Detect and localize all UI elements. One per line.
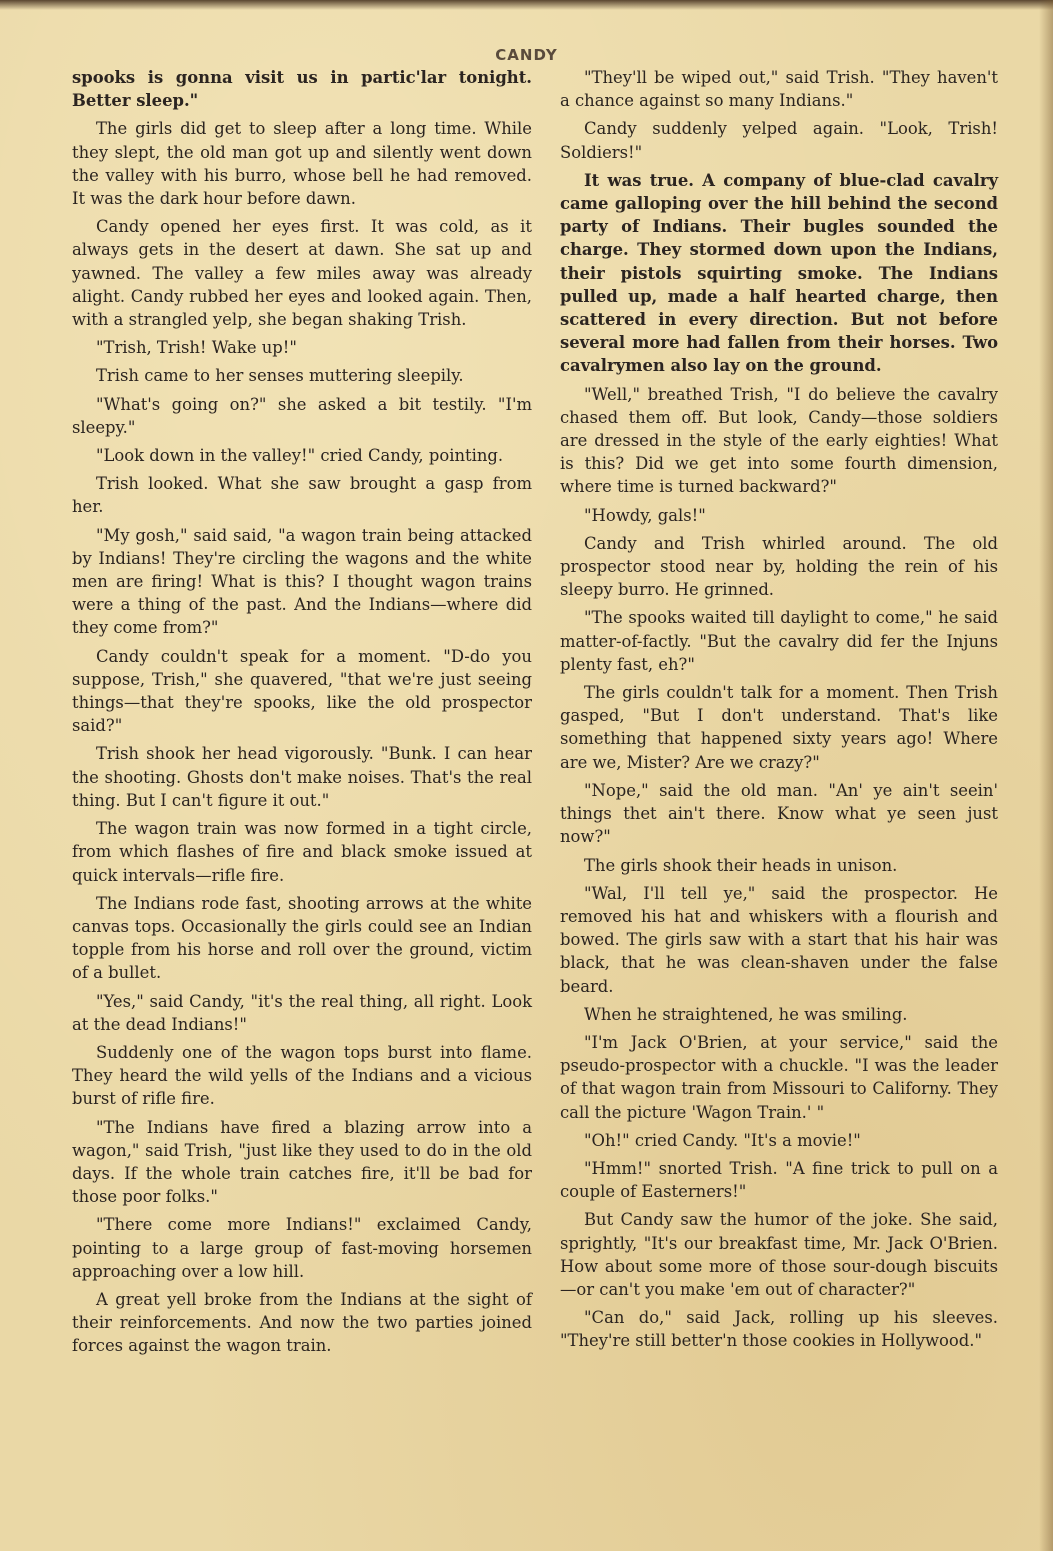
paragraph: The girls shook their heads in unison. [584,855,898,875]
paragraph: A great yell broke from the Indians at the sight of their reinforcements. And now the two parties joined forces against the wagon train. [72,1289,532,1356]
paragraph: "Yes," said Candy, "it's the real thing, all right. Look at the dead Indians!" [72,991,532,1034]
paragraph: Trish came to her senses muttering sleepily. [96,366,464,386]
paragraph: Candy couldn't speak for a moment. "D-do you suppose, Trish," she quavered, "that we're just seeing things—that they're spooks, like the old prospector said?" [72,646,532,736]
paragraph: "Hmm!" snorted Trish. "A fine trick to pull on a couple of Easterners!" [560,1158,998,1202]
paragraph: The girls couldn't talk for a moment. Then Trish gasped, "But I don't understand. That's like something that happened sixty years ago! Where are we, Mister? Are we crazy?" [560,683,998,772]
paragraph: "Wal, I'll tell ye," said the prospector. He removed his hat and whiskers with a flourish and bowed. The girls saw with a start that his hair was black, that he was clean-shaven under the false beard. [560,883,998,996]
paragraph: Trish looked. What she saw brought a gasp from her. [72,474,532,517]
paragraph: "My gosh," said said, "a wagon train being attacked by Indians! They're circling the wagons and the white men are firing! What is this? I thought wagon trains were a thing of the past. And the Indians—where did they come from?" [72,525,532,638]
paragraph: "Look down in the valley!" cried Candy, pointing. [96,446,504,466]
text-column-left [72,66,532,1363]
paragraph: "They'll be wiped out," said Trish. "They haven't a chance against so many Indians." [560,68,998,111]
paragraph: Candy suddenly yelped again. "Look, Trish! Soldiers!" [560,119,998,162]
paragraph: "Well," breathed Trish, "I do believe the cavalry chased them off. But look, Candy—those soldiers are dressed in the style of the early eighties! What is this? Did we get into some fourth dimension, where time is turned backward?" [560,384,998,497]
paragraph: "Can do," said Jack, rolling up his sleeves. "They're still better'n those cookies in Hollywood." [560,1308,998,1351]
paragraph: "The Indians have fired a blazing arrow into a wagon," said Trish, "just like they used to do in the old days. If the whole train catches fire, it'll be bad for those poor folks." [72,1117,532,1207]
paragraph: It was true. A company of blue-clad cavalry came galloping over the hill behind the second party of Indians. Their bugles sounded the charge. They stormed down upon the Indians, their pistols squirting smoke. The Indians pulled up, made a half hearted charge, then scattered in every direction. But not before several more had fallen from their horses. Two cavalrymen also lay on the ground. [560,170,998,376]
paragraph: spooks is gonna visit us in partic'lar tonight. Better sleep." [72,68,532,111]
page-right-edge [1039,0,1053,1551]
paragraph: "Oh!" cried Candy. "It's a movie!" [584,1130,861,1150]
paragraph: Trish shook her head vigorously. "Bunk. I can hear the shooting. Ghosts don't make noises. That's the real thing. But I can't figure it out." [72,744,532,810]
paragraph: When he straightened, he was smiling. [584,1004,908,1024]
paragraph: "Nope," said the old man. "An' ye ain't seein' things thet ain't there. Know what ye seen just now?" [560,780,998,847]
paragraph: "There come more Indians!" exclaimed Candy, pointing to a large group of fast-moving horsemen approaching over a low hill. [72,1215,532,1281]
paragraph: "Howdy, gals!" [584,505,706,525]
paragraph: But Candy saw the humor of the joke. She said, sprightly, "It's our breakfast time, Mr. Jack O'Brien. How about some more of those sour-dough biscuits—or can't you make 'em out of character?" [560,1210,998,1299]
paragraph: "The spooks waited till daylight to come," he said matter-of-factly. "But the cavalry did fer the Injuns plenty fast, eh?" [560,608,998,674]
paragraph: The Indians rode fast, shooting arrows at the white canvas tops. Occasionally the girls could see an Indian topple from his horse and roll over the ground, victim of a bullet. [72,893,532,983]
paragraph: Candy and Trish whirled around. The old prospector stood near by, holding the rein of his sleepy burro. He grinned. [560,533,998,600]
paragraph: The wagon train was now formed in a tight circle, from which flashes of fire and black smoke issued at quick intervals—rifle fire. [72,819,532,885]
paragraph: The girls did get to sleep after a long time. While they slept, the old man got up and silently went down the valley with his burro, whose bell he had removed. It was the dark hour before dawn. [72,119,532,209]
paragraph: Suddenly one of the wagon tops burst into flame. They heard the wild yells of the Indians and a vicious burst of rifle fire. [72,1042,532,1109]
paragraph: "I'm Jack O'Brien, at your service," said the pseudo-prospector with a chuckle. "I was the leader of that wagon train from Missouri to Californy. They call the picture 'Wagon Train.' " [560,1032,998,1122]
running-header: CANDY [495,46,558,64]
paragraph: Candy opened her eyes first. It was cold, as it always gets in the desert at dawn. She sat up and yawned. The valley a few miles away was already alight. Candy rubbed her eyes and looked again. Then, with a strangled yelp, she began shaking Trish. [72,217,532,330]
text-column-right [560,66,998,1358]
paragraph: "What's going on?" she asked a bit testily. "I'm sleepy." [72,394,532,437]
paragraph: "Trish, Trish! Wake up!" [96,338,297,358]
page-top-edge [0,0,1053,10]
